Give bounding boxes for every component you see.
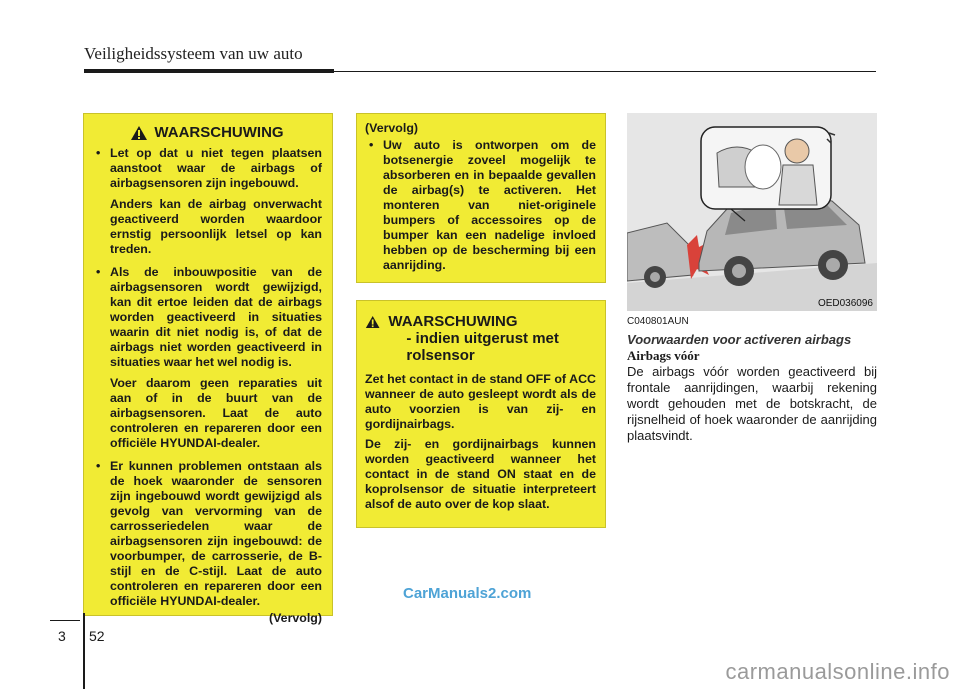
body-paragraph: De airbags vóór worden geactiveerd bij frontale aanrijdingen, waarbij rekening wordt gehouden met de botskracht, de rijsnelheid of hoek waaronder de aanrijding plaatsvindt.: [627, 364, 877, 443]
reference-code: C040801AUN: [627, 316, 689, 327]
warning-box-left: [83, 113, 333, 625]
warning-list: [92, 146, 322, 609]
section-title: Voorwaarden voor activeren airbags: [627, 332, 852, 347]
continued-label: (Vervolg): [365, 121, 419, 135]
list-item: • Er kunnen problemen ontstaan als de hoek waaronder de sensoren zijn ingebouwd wordt gewijzigd als gevolg van vervorming van de carrosseriedelen waar de airbagsensoren zijn ingebouwd: de voorbumper, de carrosserie, de B-stijl en de C-stijl. Laat de auto controleren en repareren door een officiële HYUNDAI-dealer.: [96, 459, 322, 608]
figure-code: OED036096: [817, 298, 873, 309]
warning-box-rollover: [356, 300, 606, 528]
warning-paragraph: Als de inbouwpositie van de airbagsensoren wordt gewijzigd, kan dit ertoe leiden dat de airbags worden geactiveerd in situaties waarin dit niet nodig is, of dat de airbags niet worden geactiveerd in situaties waar het wel nodig is.: [110, 265, 322, 369]
list-item: • Uw auto is ontworpen om de botsenergie zoveel mogelijk te absorberen en in bepaalde gevallen de airbag(s) te activeren. Het monteren van niet-originele bumpers of accessoires op de bumper kan een nadelige invloed hebben op de bescherming bij een aanrijding.: [369, 138, 596, 272]
warning-list: [365, 138, 596, 273]
chapter-number: 3: [58, 628, 66, 644]
list-item: • Als de inbouwpositie van de airbagsensoren wordt gewijzigd, kan dit ertoe leiden dat de airbags worden geactiveerd in situaties waarin dit niet nodig is, of dat de airbags niet worden geactiveerd in situaties waar het wel nodig is. Voer daarom geen reparaties uit aan of in de buurt van de airbagsensoren. Laat de auto controleren en repareren door een officiële HYUNDAI-dealer.: [96, 265, 322, 450]
page-header-title: Veiligheidssysteem van uw auto: [84, 44, 303, 63]
warning-box-continued: [356, 113, 606, 283]
warning-triangle-icon: [365, 314, 380, 330]
list-item: • Let op dat u niet tegen plaatsen aanstoot waar de airbags of airbagsensoren zijn ingebouwd. Anders kan de airbag onverwacht geactiveerd worden waardoor ernstig persoonlijk letsel op kan treden.: [96, 146, 322, 256]
sub-title: Airbags vóór: [627, 348, 700, 363]
header-rule: [84, 69, 334, 73]
footer-rule: [83, 613, 85, 689]
continued-label: (Vervolg): [268, 611, 322, 625]
header-rule-thin: [334, 71, 876, 72]
warning-paragraph: Let op dat u niet tegen plaatsen aanstoot waar de airbags of airbagsensoren zijn ingebouwd.: [110, 146, 322, 190]
warning-paragraph: Er kunnen problemen ontstaan als de hoek waaronder de sensoren zijn ingebouwd wordt gewijzigd als gevolg van vervorming van de carrosseriedelen waar de airbagsensoren zijn ingebouwd: de voorbumper, de carrosserie, de B-stijl en de C-stijl. Laat de auto controleren en repareren door een officiële HYUNDAI-dealer.: [110, 459, 322, 608]
warning-paragraph: Anders kan de airbag onverwacht geactiveerd worden waardoor ernstig persoonlijk letsel op kan treden.: [110, 197, 322, 256]
warning-paragraph: Zet het contact in de stand OFF of ACC wanneer de auto gesleept wordt als de auto voorzien is van zij- en gordijnairbags.: [365, 372, 596, 431]
warning-heading: [92, 124, 322, 142]
warning-heading: [365, 313, 596, 364]
watermark: CarManuals2.com: [403, 585, 532, 602]
warning-paragraph: De zij- en gordijnairbags kunnen worden geactiveerd wanneer het contact in de stand ON staat en de koprolsensor de situatie interpreteert alsof de auto over de kop slaat.: [365, 437, 596, 511]
warning-triangle-icon: [130, 125, 148, 141]
warning-paragraph: Voer daarom geen reparaties uit aan of in de buurt van de airbagsensoren. Laat de auto controleren en repareren door een officiële HYUNDAI-dealer.: [110, 376, 322, 450]
airbag-illustration: [627, 113, 877, 311]
warning-subheading: - indien uitgerust met rolsensor: [406, 330, 559, 364]
warning-heading-text: WAARSCHUWING: [388, 313, 518, 330]
warning-paragraph: Uw auto is ontworpen om de botsenergie zoveel mogelijk te absorberen en in bepaalde gevallen de airbag(s) te activeren. Het monteren van niet-originele bumpers of accessoires op de bumper kan een nadelige invloed hebben op de bescherming bij een aanrijding.: [383, 138, 596, 272]
page-number: 52: [89, 628, 105, 644]
crash-illustration: [627, 113, 877, 311]
warning-heading-text: WAARSCHUWING: [154, 124, 284, 141]
site-watermark: carmanualsonline.info: [725, 659, 950, 684]
footer-rule-short: [50, 620, 80, 621]
